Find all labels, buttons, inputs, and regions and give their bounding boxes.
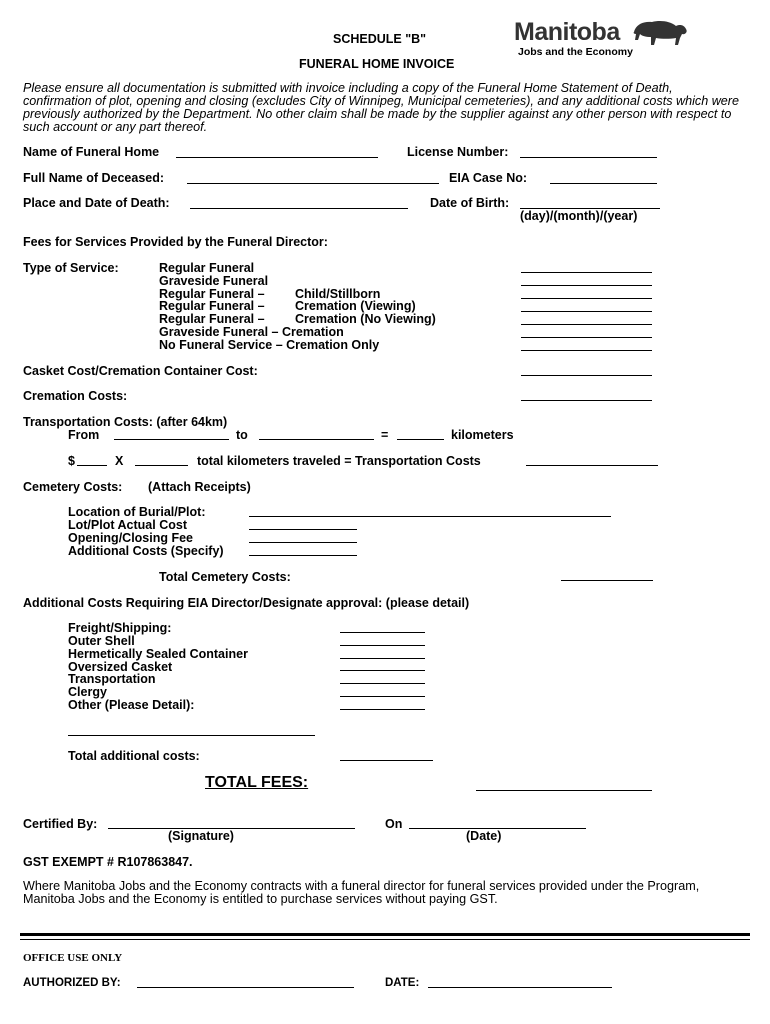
dob-format: (day)/(month)/(year) bbox=[520, 209, 638, 223]
office-divider-thin bbox=[20, 939, 750, 940]
additional-item: Transportation bbox=[68, 672, 156, 686]
instructions-text: Please ensure all documentation is submitted with invoice including a copy of the Funeral Home Statement of Death, confirmation of plot, opening and closing (excludes City of Winnipeg, Municipal cemeteries), and any additional costs which were previously authorized by the Department. No other claim shall be made by the supplier against any other person with respect to such account or any part thereof. bbox=[23, 81, 740, 134]
service-type-label: Type of Service: bbox=[23, 261, 119, 275]
cemetery-total-label: Total Cemetery Costs: bbox=[159, 570, 291, 584]
transport-multiplier-field[interactable] bbox=[135, 465, 188, 466]
transport-km-field[interactable] bbox=[397, 439, 444, 440]
eia-case-field[interactable] bbox=[550, 183, 657, 184]
additional-total-label: Total additional costs: bbox=[68, 749, 200, 763]
burial-location-label: Location of Burial/Plot: bbox=[68, 505, 206, 519]
authorized-by-field[interactable] bbox=[137, 987, 354, 988]
service-item: Regular Funeral – bbox=[159, 287, 265, 301]
schedule-label: SCHEDULE "B" bbox=[333, 32, 427, 46]
service-item: Graveside Funeral bbox=[159, 274, 269, 288]
additional-item: Outer Shell bbox=[68, 634, 135, 648]
transport-total-field[interactable] bbox=[526, 465, 658, 466]
gst-statement: Where Manitoba Jobs and the Economy contracts with a funeral director for funeral services provided under the Program, Manitoba Jobs and the Economy is entitled to purchase services without paying GST. bbox=[23, 879, 700, 906]
transport-to-label: to bbox=[236, 428, 248, 442]
eia-case-label: EIA Case No: bbox=[449, 171, 528, 185]
service-item: Regular Funeral – bbox=[159, 312, 265, 326]
service-amount-field[interactable] bbox=[521, 285, 652, 286]
service-item: No Funeral Service – Cremation Only bbox=[159, 338, 380, 352]
additional-item: Clergy bbox=[68, 685, 107, 699]
service-item-detail: Cremation (No Viewing) bbox=[295, 312, 436, 326]
other-detail-field[interactable] bbox=[68, 735, 315, 736]
casket-label: Casket Cost/Cremation Container Cost: bbox=[23, 364, 258, 378]
place-date-death-field[interactable] bbox=[190, 208, 408, 209]
additional-item-field[interactable] bbox=[340, 658, 425, 659]
transport-times: X bbox=[115, 454, 124, 468]
transport-km-label: kilometers bbox=[451, 428, 514, 442]
transport-from-label: From bbox=[68, 428, 100, 442]
additional-item-field[interactable] bbox=[340, 683, 425, 684]
total-fees-label: TOTAL FEES: bbox=[205, 774, 309, 791]
deceased-field[interactable] bbox=[187, 183, 439, 184]
date-caption: (Date) bbox=[466, 829, 502, 843]
gst-exempt: GST EXEMPT # R107863847. bbox=[23, 855, 193, 869]
cemetery-total-field[interactable] bbox=[561, 580, 653, 581]
service-amount-field[interactable] bbox=[521, 298, 652, 299]
funeral-home-label: Name of Funeral Home bbox=[23, 145, 160, 159]
service-item: Regular Funeral – bbox=[159, 299, 265, 313]
transport-equals: = bbox=[381, 428, 389, 442]
dob-label: Date of Birth: bbox=[430, 196, 510, 210]
service-item-detail: Child/Stillborn bbox=[295, 287, 381, 301]
additional-total-field[interactable] bbox=[340, 760, 433, 761]
additional-item: Hermetically Sealed Container bbox=[68, 647, 248, 661]
license-label: License Number: bbox=[407, 145, 509, 159]
funeral-home-field[interactable] bbox=[176, 157, 378, 158]
additional-item-field[interactable] bbox=[340, 670, 425, 671]
additional-heading: Additional Costs Requiring EIA Director/Designate approval: (please detail) bbox=[23, 596, 470, 610]
deceased-label: Full Name of Deceased: bbox=[23, 171, 165, 185]
authorized-by-label: AUTHORIZED BY: bbox=[23, 977, 121, 989]
office-date-field[interactable] bbox=[428, 987, 612, 988]
casket-field[interactable] bbox=[521, 375, 652, 376]
additional-item-field[interactable] bbox=[340, 696, 425, 697]
bison-icon bbox=[630, 18, 690, 48]
additional-item-field[interactable] bbox=[340, 632, 425, 633]
additional-item: Freight/Shipping: bbox=[68, 621, 172, 635]
signature-caption: (Signature) bbox=[168, 829, 234, 843]
office-use-heading: OFFICE USE ONLY bbox=[23, 952, 123, 964]
service-amount-field[interactable] bbox=[521, 311, 652, 312]
office-divider bbox=[20, 933, 750, 936]
additional-item: Oversized Casket bbox=[68, 660, 173, 674]
cemetery-attach-note: (Attach Receipts) bbox=[148, 480, 251, 494]
certified-by-label: Certified By: bbox=[23, 817, 98, 831]
cremation-field[interactable] bbox=[521, 400, 652, 401]
total-fees-field[interactable] bbox=[476, 790, 652, 791]
service-item: Graveside Funeral – Cremation bbox=[159, 325, 344, 339]
logo-name: Manitoba bbox=[514, 18, 620, 46]
cemetery-item-field[interactable] bbox=[249, 555, 357, 556]
manitoba-logo bbox=[514, 18, 694, 60]
additional-item-field[interactable] bbox=[340, 709, 425, 710]
burial-location-field[interactable] bbox=[249, 516, 611, 517]
transport-dollar: $ bbox=[68, 454, 75, 468]
additional-item-field[interactable] bbox=[340, 645, 425, 646]
place-date-death-label: Place and Date of Death: bbox=[23, 196, 170, 210]
transport-to-field[interactable] bbox=[259, 439, 374, 440]
service-amount-field[interactable] bbox=[521, 350, 652, 351]
cemetery-item: Additional Costs (Specify) bbox=[68, 544, 224, 558]
additional-item: Other (Please Detail): bbox=[68, 698, 195, 712]
service-amount-field[interactable] bbox=[521, 272, 652, 273]
cemetery-item-field[interactable] bbox=[249, 542, 357, 543]
logo-subtitle: Jobs and the Economy bbox=[518, 46, 633, 58]
certified-on-label: On bbox=[385, 817, 403, 831]
cremation-label: Cremation Costs: bbox=[23, 389, 128, 403]
cemetery-item: Lot/Plot Actual Cost bbox=[68, 518, 187, 532]
office-date-label: DATE: bbox=[385, 977, 420, 989]
page-title: FUNERAL HOME INVOICE bbox=[299, 57, 455, 71]
transport-total-label: total kilometers traveled = Transportation Costs bbox=[197, 454, 481, 468]
cemetery-heading: Cemetery Costs: bbox=[23, 480, 123, 494]
transport-heading: Transportation Costs: (after 64km) bbox=[23, 415, 228, 429]
service-amount-field[interactable] bbox=[521, 324, 652, 325]
fees-heading: Fees for Services Provided by the Funeral Director: bbox=[23, 235, 328, 249]
service-item-detail: Cremation (Viewing) bbox=[295, 299, 416, 313]
license-field[interactable] bbox=[520, 157, 657, 158]
transport-from-field[interactable] bbox=[114, 439, 229, 440]
service-item: Regular Funeral bbox=[159, 261, 255, 275]
cemetery-item: Opening/Closing Fee bbox=[68, 531, 194, 545]
service-amount-field[interactable] bbox=[521, 337, 652, 338]
transport-rate-field[interactable] bbox=[77, 465, 107, 466]
cemetery-item-field[interactable] bbox=[249, 529, 357, 530]
